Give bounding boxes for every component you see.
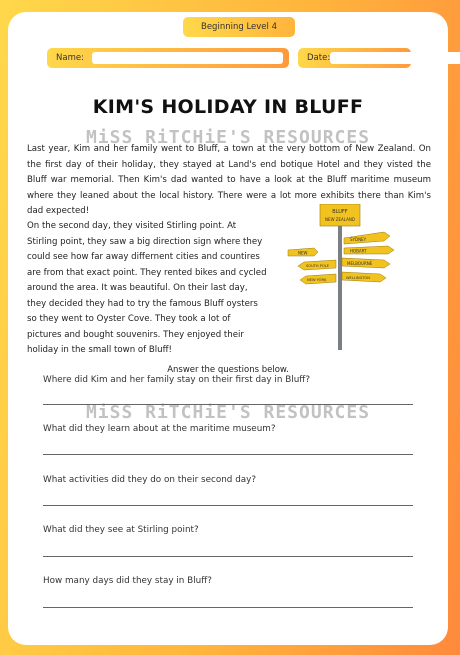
name-label: Name: [56,53,84,63]
question-5: How many days did they stay in Bluff? [43,576,212,586]
sign-arrow-text: SYDNEY [350,237,367,242]
level-label: Beginning Level 4 [201,22,277,32]
date-input[interactable] [330,52,460,64]
sign-arrow-text: HOBART [350,248,367,254]
instructions: Answer the questions below. [167,365,289,375]
story-paragraph-2: On the second day, they visited Stirling point. At Stirling point, they saw a big direction sign where they could see how far away differnent cities and countires are from that exact point. They rented bikes and cycled around the area. It was beautiful. On their last day, they decided they had to try the famous Bluff oysters so they went to Oyster Cove. They took a lot of pictures and bought souvenirs. They enjoyed their holiday in the small town of Bluff! [27,221,267,355]
date-label: Date: [307,53,331,63]
name-input[interactable] [92,52,283,64]
question-1: Where did Kim and her family stay on their first day in Bluff? [43,375,311,385]
answer-line-2[interactable] [43,454,413,455]
watermark-bottom: MiSS RiTCHiE'S RESOURCES [85,402,371,423]
watermark-top: MiSS RiTCHiE'S RESOURCES [85,127,371,148]
signpost-image [284,204,396,350]
level-badge [183,17,295,37]
question-2: What did they learn about at the maritime museum? [43,424,276,434]
sign-pole [338,226,342,350]
sign-arrow-text: MELBOURNE [347,261,373,266]
answer-line-3[interactable] [43,505,413,506]
worksheet-page [8,12,448,645]
question-3: What activities did they do on their second day? [43,475,257,485]
sign-arrow-text: NEW YORK [307,278,327,282]
sign-top-plate [320,204,360,226]
date-field-bar [298,48,411,68]
worksheet-title: KIM'S HOLIDAY IN BLUFF [92,96,364,118]
sign-sub-text: NEW ZEALAND [325,217,355,222]
sign-arrow-text: SOUTH POLE [306,264,330,268]
question-4: What did they see at Stirling point? [43,525,199,535]
answer-line-4[interactable] [43,556,413,557]
sign-arrow-text: WELLINGTON [346,276,370,280]
sign-arrow-text: NEW [298,250,308,256]
answer-line-1[interactable] [43,404,413,405]
answer-line-5[interactable] [43,607,413,608]
sign-top-text: BLUFF [332,209,348,215]
name-field-bar [47,48,289,68]
story-paragraph-1: Last year, Kim and her family went to Bluff, a town at the very bottom of New Zealand. On the first day of their holiday, they stayed at Land's end botique Hotel and they visted the Bluff war memorial. Then Kim's dad wanted to have a look at the Bluff maritime museum where they leaned about the local history. There were a lot more exhibits there than Kim's dad expected! [27,144,431,216]
